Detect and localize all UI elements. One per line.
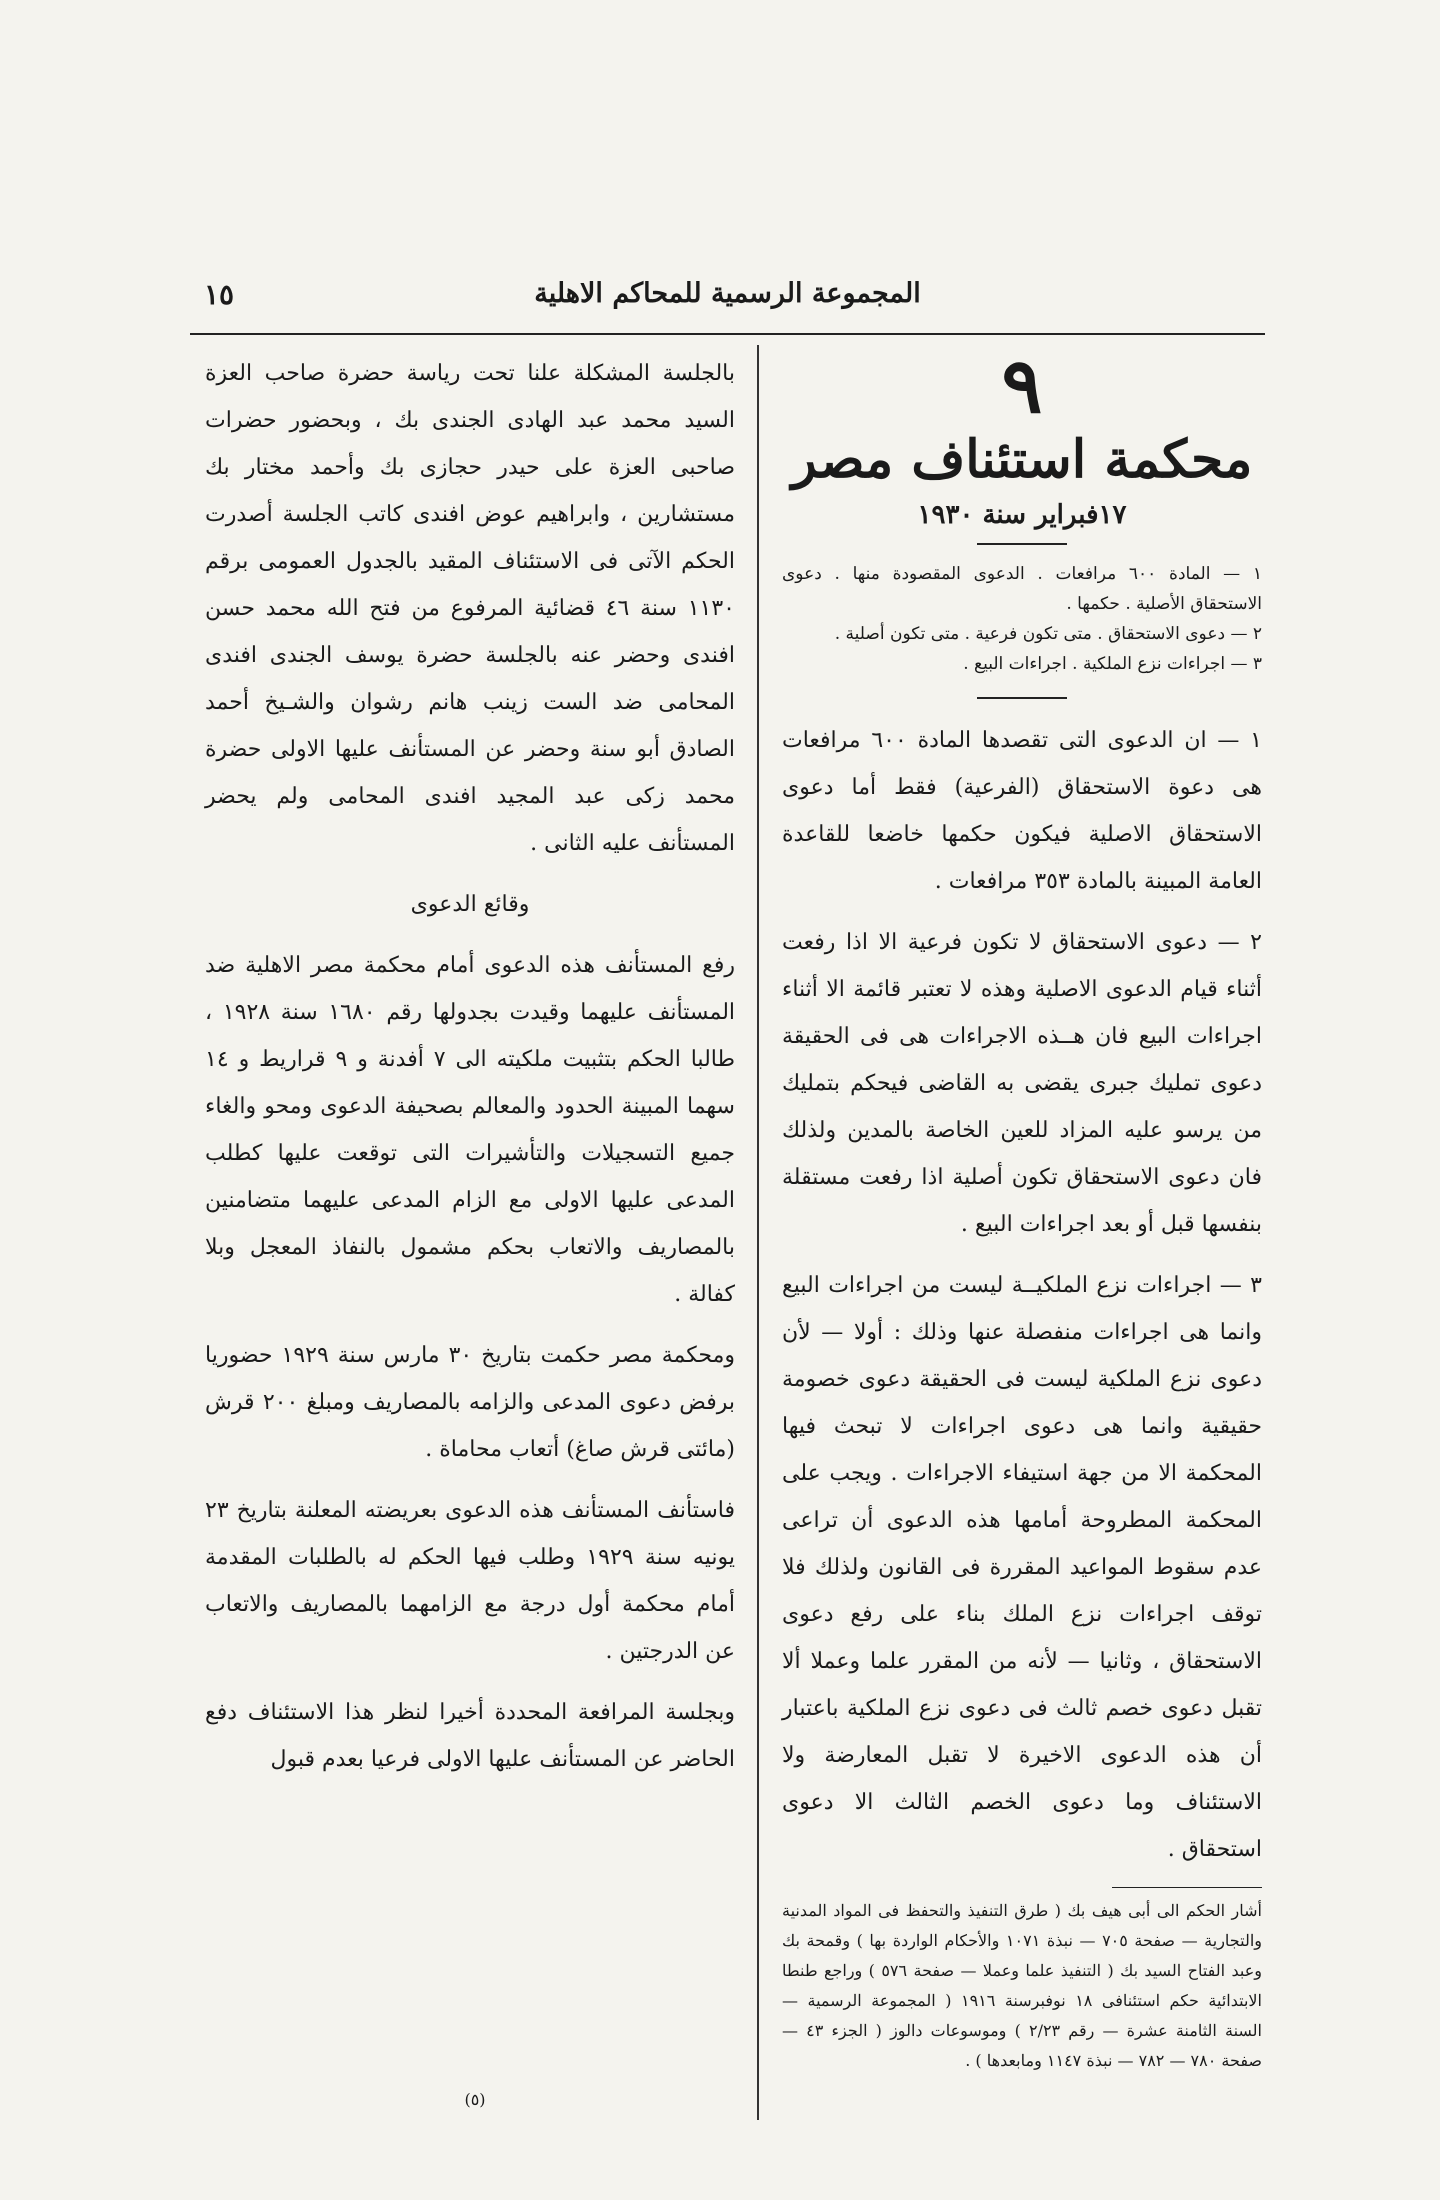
summary-item: ١ — المادة ٦٠٠ مرافعات . الدعوى المقصودة منها . دعوى الاستحقاق الأصلية . حكمها . <box>782 564 1262 614</box>
short-rule <box>977 543 1067 545</box>
court-name: محكمة استئناف مصر <box>791 429 1253 490</box>
column-divider <box>757 345 759 2120</box>
running-header <box>190 278 1265 328</box>
summary-item: ٣ — اجراءات نزع الملكية . اجراءات البيع . <box>963 654 1262 674</box>
facts-heading: وقائع الدعوى <box>410 892 530 917</box>
section-rule <box>977 697 1067 699</box>
summary-item: ٢ — دعوى الاستحقاق . متى تكون فرعية . متى تكون أصلية . <box>834 624 1262 644</box>
principle-paragraph: ٣ — اجراءات نزع الملكيــة ليست من اجراءات البيع وانما هى اجراءات منفصلة عنها وذلك : أولا — لأن دعوى نزع الملكية ليست فى الحقيقة دعوى خصومة حقيقية وانما هى دعوى اجراءات لا تبحث فيها المحكمة الا من جهة استيفاء الاجراءات . ويجب على المحكمة المطروحة أمامها هذه الدعوى أن تراعى عدم سقوط المواعيد المقررة فى القانون ولذلك فلا توقف اجراءات نزع الملك بناء على رفع دعوى الاستحقاق ، وثانيا — لأنه من المقرر علما وعملا ألا تقبل دعوى خصم ثالث فى دعوى نزع الملكية باعتبار أن هذه الدعوى الاخيرة لا تقبل المعارضة ولا الاستئناف وما دعوى الخصم الثالث الا دعوى استحقاق . <box>782 1273 1262 1862</box>
body-paragraph: رفع المستأنف هذه الدعوى أمام محكمة مصر الاهلية ضد المستأنف عليهما وقيدت بجدولها رقم ١٦٨٠ سنة ١٩٢٨ ، طالبا الحكم بتثبيت ملكيته الى ٧ أفدنة و ٩ قراريط و ١٤ سهما المبينة الحدود والمعالم بصحيفة الدعوى ومحو والغاء جميع التسجيلات والتأشيرات التى توقعت عليها كطلب المدعى عليها الاولى مع الزام المدعى عليهما متضامنين بالمصاريف والاتعاب بحكم مشمول بالنفاذ المعجل وبلا كفالة . <box>205 953 736 1307</box>
body-paragraph: وبجلسة المرافعة المحددة أخيرا لنظر هذا الاستئناف دفع الحاضر عن المستأنف عليها الاولى فرعيا بعدم قبول <box>205 1700 735 1772</box>
case-number: ٩ <box>1001 341 1043 430</box>
right-column <box>782 341 1263 2076</box>
judgment-date: ١٧فبراير سنة ١٩٣٠ <box>917 500 1127 530</box>
left-column <box>205 350 735 1797</box>
principle-paragraph: ٢ — دعوى الاستحقاق لا تكون فرعية الا اذا رفعت أثناء قيام الدعوى الاصلية وهذه لا تعتبر قائمة الا أثناء اجراءات البيع فان هــذه الاجراءات هى فى الحقيقة دعوى تمليك جبرى يقضى به القاضى فيحكم بتمليك من يرسو عليه المزاد للعين الخاصة بالمدين ولذلك فان دعوى الاستحقاق تكون أصلية اذا رفعت مستقلة بنفسها قبل أو بعد اجراءات البيع . <box>782 930 1262 1237</box>
publication-title: المجموعة الرسمية للمحاكم الاهلية <box>534 278 921 309</box>
page-number: ١٥ <box>204 278 235 311</box>
principle-paragraph: ١ — ان الدعوى التى تقصدها المادة ٦٠٠ مرافعات هى دعوة الاستحقاق (الفرعية) فقط أما دعوى الاستحقاق الاصلية فيكون حكمها خاضعا للقاعدة العامة المبينة بالمادة ٣٥٣ مرافعات . <box>782 728 1262 894</box>
summary-list <box>782 559 1262 679</box>
body-paragraph: ومحكمة مصر حكمت بتاريخ ٣٠ مارس سنة ١٩٢٩ حضوريا برفض دعوى المدعى والزامه بالمصاريف ومبلغ ٢٠٠ قرش (مائتى قرش صاغ) أتعاب محاماة . <box>205 1343 735 1462</box>
header-rule <box>190 333 1265 335</box>
signature-mark: (٥) <box>464 2090 486 2109</box>
body-paragraph: فاستأنف المستأنف هذه الدعوى بعريضته المعلنة بتاريخ ٢٣ يونيه سنة ١٩٢٩ وطلب فيها الحكم له بالطلبات المقدمة أمام محكمة أول درجة مع الزامهما بالمصاريف والاتعاب عن الدرجتين . <box>205 1498 735 1664</box>
session-intro: بالجلسة المشكلة علنا تحت رياسة حضرة صاحب العزة السيد محمد عبد الهادى الجندى بك ، وبحضور حضرات صاحبى العزة على حيدر حجازى بك وأحمد مختار بك مستشارين ، وابراهيم عوض افندى كاتب الجلسة أصدرت الحكم الآتى فى الاستئناف المقيد بالجدول العمومى برقم ١١٣٠ سنة ٤٦ قضائية المرفوع من فتح الله محمد حسن افندى وحضر عنه بالجلسة حضرة يوسف الجندى افندى المحامى ضد الست زينب هانم رشوان والشـيخ أحمد الصادق أبو سنة وحضر عن المستأنف عليها الاولى حضرة محمد زكى عبد المجيد افندى المحامى ولم يحضر المستأنف عليه الثانى . <box>205 361 735 856</box>
footnote: أشار الحكم الى أبى هيف بك ( طرق التنفيذ والتحفظ فى المواد المدنية والتجارية — صفحة ٧٠٥ — نبذة ١٠٧١ والأحكام الواردة بها ) وقمحة بك وعبد الفتاح السيد بك ( التنفيذ علما وعملا — صفحة ٥٧٦ ) وراجع طنطا الابتدائية حكم استئنافى ١٨ نوفبرسنة ١٩١٦ ( المجموعة الرسمية — السنة الثامنة عشرة — رقم ٢/٢٣ ) وموسوعات دالوز ( الجزء ٤٣ — صفحة ٧٨٠ — ٧٨٢ — نبذة ١١٤٧ ومابعدها ) . <box>782 1901 1263 2070</box>
footnote-rule <box>1112 1887 1262 1888</box>
